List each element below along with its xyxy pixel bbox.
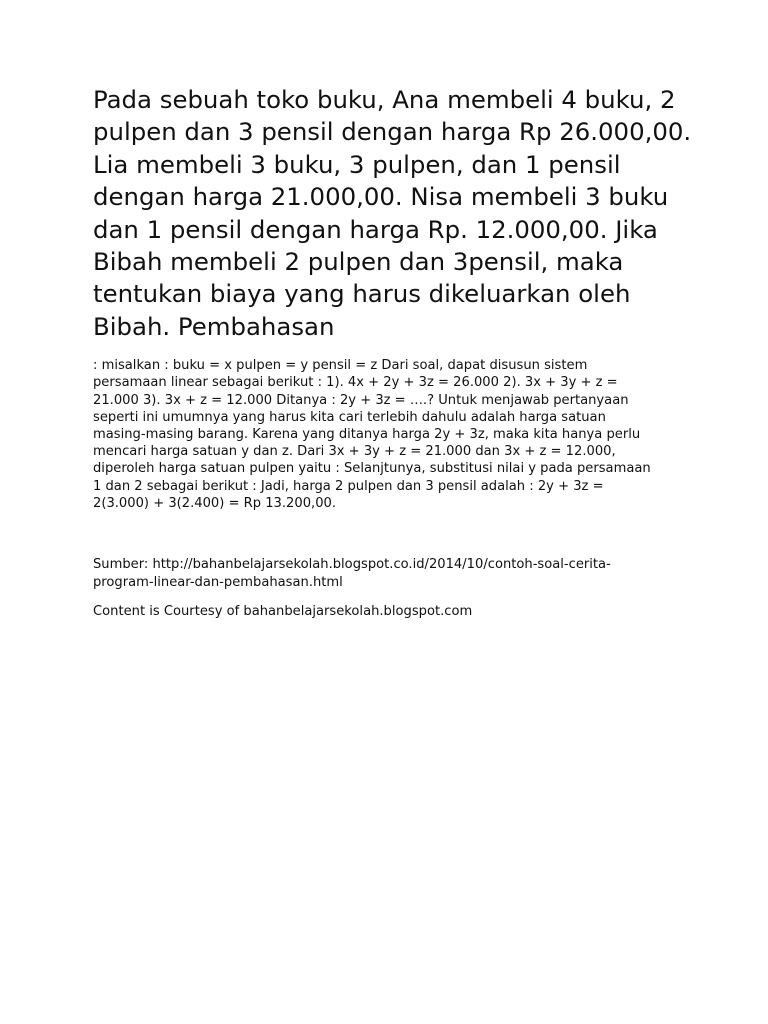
- document-page: [93, 84, 693, 620]
- source-link: Sumber: http://bahanbelajarsekolah.blogspot.co.id/2014/10/contoh-soal-cerita-program-linear-dan-pembahasan.html: [93, 557, 611, 590]
- problem-title: Pada sebuah toko buku, Ana membeli 4 buku, 2 pulpen dan 3 pensil dengan harga Rp 26.000,00. Lia membeli 3 buku, 3 pulpen, dan 1 pensil dengan harga 21.000,00. Nisa membeli 3 buku dan 1 pensil dengan harga Rp. 12.000,00. Jika Bibah membeli 2 pulpen dan 3pensil, maka tentukan biaya yang harus dikeluarkan oleh Bibah. Pembahasan: [93, 85, 692, 341]
- courtesy-note: Content is Courtesy of bahanbelajarsekolah.blogspot.com: [93, 603, 473, 619]
- solution-text: : misalkan : buku = x pulpen = y pensil = z Dari soal, dapat disusun sistem persamaan linear sebagai berikut : 1). 4x + 2y + 3z = 26.000 2). 3x + 3y + z = 21.000 3). 3x + z = 12.000 Ditanya : 2y + 3z = ….? Untuk menjawab pertanyaan seperti ini umumnya yang harus kita cari terlebih dahulu adalah harga satuan masing-masing barang. Karena yang ditanya harga 2y + 3z, maka kita hanya perlu mencari harga satuan y dan z. Dari 3x + 3y + z = 21.000 dan 3x + z = 12.000, diperoleh harga satuan pulpen yaitu : Selanjtunya, substitusi nilai y pada persamaan 1 dan 2 sebagai berikut : Jadi, harga 2 pulpen dan 3 pensil adalah : 2y + 3z = 2(3.000) + 3(2.400) = Rp 13.200,00.: [93, 358, 651, 511]
